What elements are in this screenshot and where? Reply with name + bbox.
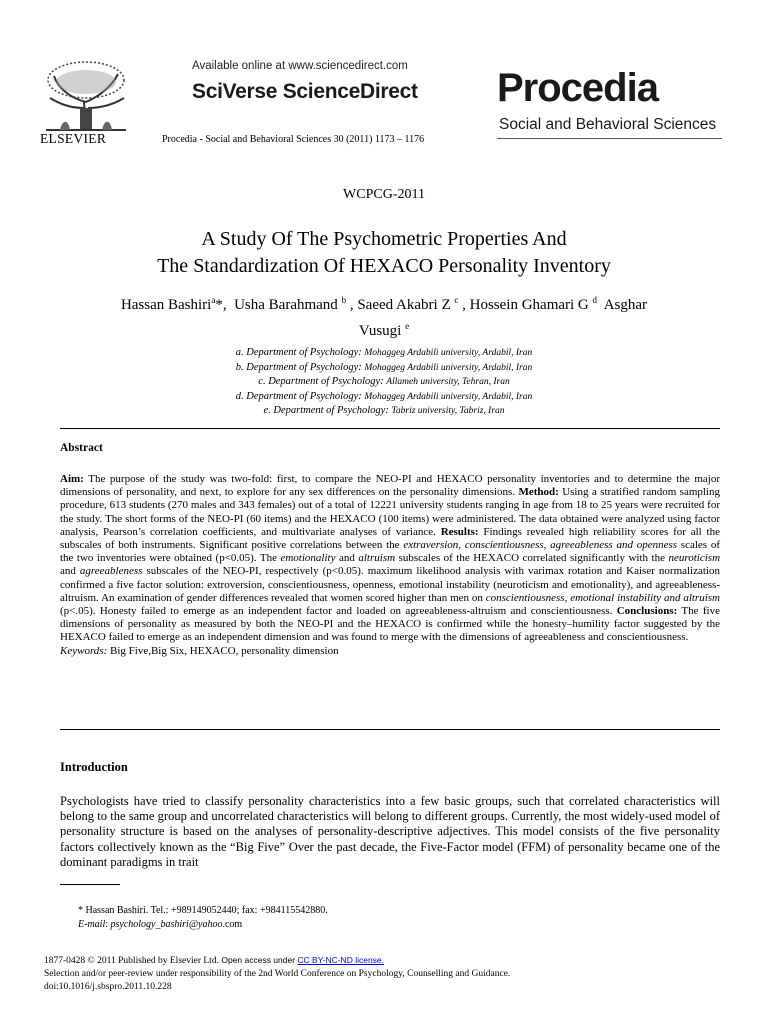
journal-citation: Procedia - Social and Behavioral Sciences 30 (2011) 1173 – 1176	[162, 134, 425, 145]
author-2: Usha Barahmand	[234, 297, 338, 313]
author-4: Hossein Ghamari G	[469, 297, 589, 313]
author-3: Saeed Akabri Z	[357, 297, 451, 313]
author-5-first: Asghar	[603, 297, 648, 313]
sciverse-sciencedirect-logo: SciVerse ScienceDirect	[192, 80, 418, 103]
abstract-heading: Abstract	[60, 442, 103, 454]
keywords-label: Keywords:	[60, 644, 108, 657]
affiliation-a: a. Department of Psychology: Mohaggeg Ardabili university, Ardabil, Iran	[235, 347, 533, 358]
title-line-2: The Standardization Of HEXACO Personality Inventory	[157, 255, 611, 277]
author-list: Hassan Bashiri$^a$*, Usha Barahmand $^b$ , Saeed Akabri Z $^c$ , Hossein Ghamari G $^d$ Asghar Vusugi $^e$	[120, 295, 648, 339]
author-1: Hassan Bashiri	[120, 297, 212, 313]
paper-title	[0, 226, 768, 280]
header-divider	[497, 138, 722, 139]
affiliation-c: c. Department of Psychology: Allameh university, Tehran, Iran	[258, 376, 510, 387]
introduction-body: Psychologists have tried to classify personality characteristics into a few basic groups, such that correlated characteristics will belong to the same group and uncorrelated characteristics will belong to different groups. Currently, the most widely-used model of personality structure is based on the analyses of personality-descriptive adjectives. This model consists of the five personality factors collectively known as the “Big Five” Over the past decade, the Five-Factor model (FFM) of personality became one of the dominant paradigms in trait	[60, 794, 720, 869]
introduction-heading: Introduction	[60, 760, 128, 774]
copyright: 1877-0428 © 2011 Published by Elsevier Ltd.	[44, 956, 219, 966]
available-online-text: Available online at www.sciencedirect.com	[192, 60, 408, 72]
email-address[interactable]: psychology_bashiri@yahoo	[110, 919, 223, 930]
abstract-body: Aim: The purpose of the study was two-fold: first, to compare the NEO-PI and HEXACO personality inventories and to determine the major dimensions of personality, and next, to explore for any sex differences on the personality dimensions. Method: Using a stratified random sampling procedure, 613 students (270 males and 343 females) out of a total of 12221 university students ranging in age from 18 to 25 years were recruited for the study. The short forms of the NEO-PI (60 items) and the HEXACO (100 items) were administered. The data obtained were analyzed using factor analysis, Pearson’s correlation coefficients, and multivariate analyses of variance. Results: Findings revealed high reliability scores for all the subscales of both instruments. Significant positive correlations between the extraversion, conscientiousness, agreeableness and openness scales of the two inventories were obtained (p<0.05). The emotionality and altruism subscales of the HEXACO correlated significantly with the neuroticism and agreeableness subscales of the NEO-PI, respectively (p<0.05). maximum likelihood analysis with varimax rotation and Kaiser normalization confirmed a five factor solution: extroversion, conscientiousness, openness, emotional instability (neuroticism and emotionality), and agreeableness-altruism. An examination of gender differences revealed that women scored higher than men on conscientiousness, emotional instability and altruism (p<.05). Honesty failed to emerge as an independent factor and loaded on agreeableness-altruism and conscientiousness. Conclusions: The five dimensions of personality as measured by both the NEO-PI and the HEXACO is confirmed while the honesty–humility factor suggested by the HEXACO failed to emerge as an independent dimension and was found to merge with the dimensions of agreeableness and conscientiousness. Keywords: Big Five,Big Six, HEXACO, personality dimension	[60, 473, 721, 657]
procedia-subtitle: Social and Behavioral Sciences	[499, 116, 717, 133]
publication-info	[44, 954, 510, 994]
license-link[interactable]: CC BY-NC-ND license.	[297, 955, 385, 965]
corresponding-author-footnote: * Hassan Bashiri. Tel.: +989149052440; fax: +984115542880. E-mail: psychology_bashiri@yahoo.com	[78, 905, 328, 930]
author-5-last: Vusugi	[358, 323, 402, 339]
conference-name: WCPCG-2011	[343, 187, 425, 202]
email-label: E-mail	[78, 919, 106, 930]
affiliation-b: b. Department of Psychology: Mohaggeg Ardabili university, Ardabil, Iran	[235, 361, 533, 373]
abstract-bottom-rule	[60, 729, 720, 730]
affiliation-e: e. Department of Psychology: Tabriz university, Tabriz, Iran	[263, 405, 505, 416]
affiliation-d: d. Department of Psychology: Mohaggeg Ardabili university, Ardabil, Iran	[235, 390, 533, 402]
peer-review-note: Selection and/or peer-review under responsibility of the 2nd World Conference on Psychology, Counselling and Guidance.	[44, 969, 511, 979]
open-access-text: Open access under	[221, 955, 296, 965]
footnote-divider	[60, 884, 120, 885]
contact-line: * Hassan Bashiri. Tel.: +989149052440; fax: +984115542880.	[78, 905, 328, 916]
publisher-name: ELSEVIER	[40, 131, 107, 146]
title-line-1: A Study Of The Psychometric Properties And	[201, 228, 567, 250]
affiliations	[0, 346, 768, 419]
doi[interactable]: doi:10.1016/j.sbspro.2011.10.228	[44, 982, 172, 992]
procedia-logo: Procedia	[497, 66, 658, 110]
keywords: Big Five,Big Six, HEXACO, personality dimension	[107, 644, 339, 657]
abstract-top-rule	[60, 428, 720, 429]
